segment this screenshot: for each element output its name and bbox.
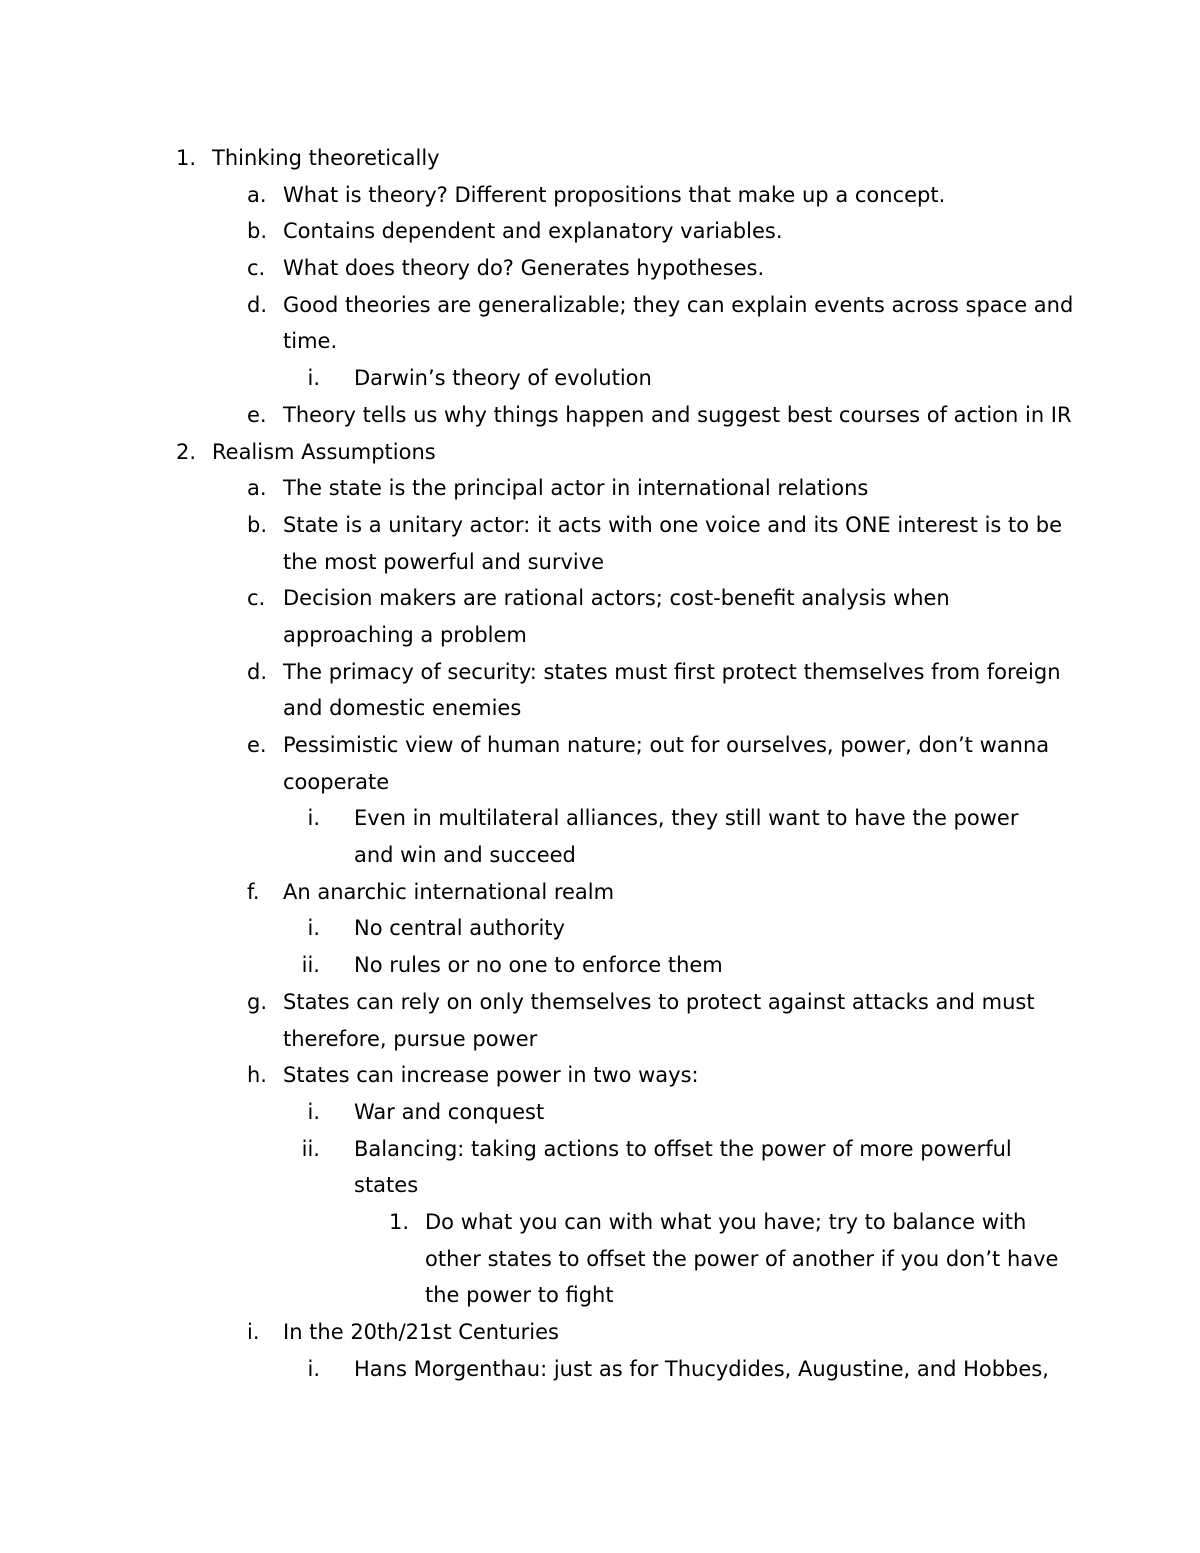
list-marker: i. — [247, 1320, 260, 1344]
list-item-text: The state is the principal actor in international relations — [283, 476, 869, 501]
list-item-continuation — [0, 1277, 1200, 1314]
list-item-text: An anarchic international realm — [283, 879, 615, 904]
list-marker: f. — [247, 879, 260, 904]
list-item-continuation — [0, 323, 1200, 360]
list-marker: e. — [247, 733, 267, 757]
list-item — [0, 1314, 1200, 1351]
list-item — [0, 800, 1200, 837]
list-item — [0, 360, 1200, 397]
list-marker: i. — [307, 1099, 320, 1124]
list-item-text: State is a unitary actor: it acts with one voice and its ONE interest is to be — [283, 512, 1063, 537]
list-marker: 1. — [389, 1209, 410, 1234]
list-item — [0, 470, 1200, 507]
list-item-text: Hans Morgenthau: just as for Thucydides, Augustine, and Hobbes, — [354, 1356, 1049, 1381]
list-item-text: Darwin’s theory of evolution — [354, 366, 652, 391]
list-marker: b. — [247, 512, 268, 537]
list-item-text: States can increase power in two ways: — [283, 1063, 699, 1088]
list-item-text: cooperate — [283, 769, 390, 794]
list-item-text: Good theories are generalizable; they can explain events across space and — [283, 292, 1074, 317]
list-item-text: War and conquest — [354, 1099, 545, 1124]
list-marker: ii. — [301, 1136, 320, 1161]
list-item-continuation — [0, 1167, 1200, 1204]
list-item — [0, 213, 1200, 250]
list-item — [0, 140, 1200, 177]
list-item — [0, 874, 1200, 911]
list-item-text: Pessimistic view of human nature; out for ourselves, power, don’t wanna — [283, 733, 1050, 757]
list-item — [0, 250, 1200, 287]
list-item — [0, 397, 1200, 434]
list-item-continuation — [0, 690, 1200, 727]
list-item — [0, 434, 1200, 471]
list-item — [0, 1351, 1200, 1388]
list-item-text: Even in multilateral alliances, they still want to have the power — [354, 806, 1019, 831]
list-item-text: Contains dependent and explanatory variables. — [283, 219, 783, 244]
list-marker: c. — [247, 256, 266, 281]
list-item-text: other states to offset the power of another if you don’t have — [425, 1246, 1059, 1271]
list-marker: a. — [247, 476, 267, 501]
list-marker: g. — [247, 989, 268, 1014]
list-item-continuation — [0, 617, 1200, 654]
list-item — [0, 727, 1200, 764]
list-item-text: What does theory do? Generates hypotheses. — [283, 256, 765, 281]
list-marker: b. — [247, 219, 268, 244]
list-item-continuation — [0, 837, 1200, 874]
list-item-text: Do what you can with what you have; try to balance with — [425, 1209, 1027, 1234]
list-item — [0, 287, 1200, 324]
list-marker: a. — [247, 182, 267, 207]
list-item-text: therefore, pursue power — [283, 1026, 538, 1051]
list-marker: i. — [307, 366, 320, 391]
list-item-text: Thinking theoretically — [212, 146, 440, 170]
list-marker: c. — [247, 586, 266, 611]
list-item — [0, 947, 1200, 984]
list-item-text: Balancing: taking actions to offset the power of more powerful — [354, 1136, 1012, 1161]
list-item — [0, 507, 1200, 544]
list-item-text: the power to fight — [425, 1283, 614, 1308]
list-item-text: No central authority — [354, 916, 565, 941]
list-item-text: approaching a problem — [283, 622, 527, 647]
list-marker: i. — [307, 1356, 320, 1381]
list-item — [0, 1131, 1200, 1168]
list-item-text: the most powerful and survive — [283, 549, 605, 574]
list-marker: d. — [247, 292, 268, 317]
list-item-text: Theory tells us why things happen and suggest best courses of action in IR — [283, 402, 1072, 427]
document-page — [0, 140, 1200, 1387]
list-item — [0, 1094, 1200, 1131]
list-item — [0, 1057, 1200, 1094]
list-marker: i. — [307, 916, 320, 941]
list-item-text: What is theory? Different propositions that make up a concept. — [283, 182, 946, 207]
list-item — [0, 654, 1200, 691]
list-item — [0, 177, 1200, 214]
list-item-text: In the 20th/21st Centuries — [283, 1320, 559, 1344]
list-item-continuation — [0, 1021, 1200, 1058]
list-marker: 2. — [176, 439, 197, 464]
list-marker: 1. — [176, 146, 197, 170]
list-item — [0, 910, 1200, 947]
list-item-text: The primacy of security: states must first protect themselves from foreign — [283, 659, 1061, 684]
list-item-text: and domestic enemies — [283, 696, 522, 721]
list-item-text: and win and succeed — [354, 843, 576, 868]
list-item — [0, 580, 1200, 617]
list-item — [0, 1204, 1200, 1241]
list-item-text: States can rely on only themselves to protect against attacks and must — [283, 989, 1035, 1014]
list-marker: ii. — [301, 953, 320, 978]
list-item-continuation — [0, 1241, 1200, 1278]
list-item-text: states — [354, 1173, 419, 1198]
list-item-text: Decision makers are rational actors; cost-benefit analysis when — [283, 586, 950, 611]
list-marker: e. — [247, 402, 267, 427]
list-marker: i. — [307, 806, 320, 831]
list-item-text: No rules or no one to enforce them — [354, 953, 723, 978]
list-item-continuation — [0, 764, 1200, 801]
list-item-continuation — [0, 544, 1200, 581]
list-marker: d. — [247, 659, 268, 684]
list-item — [0, 984, 1200, 1021]
list-item-text: Realism Assumptions — [212, 439, 436, 464]
list-marker: h. — [247, 1063, 267, 1088]
list-item-text: time. — [283, 329, 338, 354]
